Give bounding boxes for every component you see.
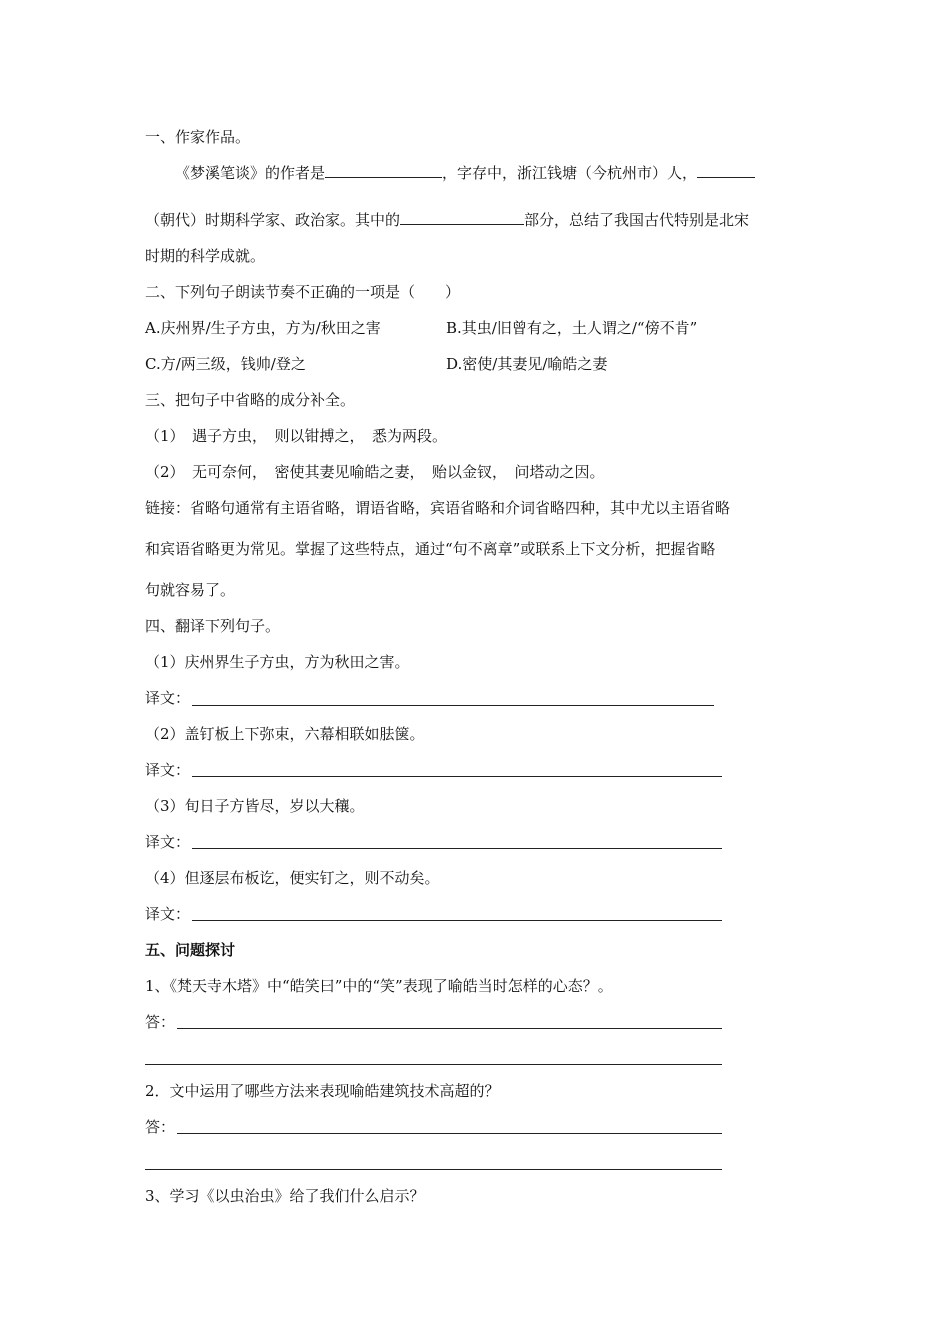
section-5-heading: 五、问题探讨	[145, 941, 236, 959]
option-a[interactable]: A.庆州界/生子方虫，方为/秋田之害	[145, 319, 381, 337]
question-1: 1、《梵天寺木塔》中“皓笑曰”中的“笑”表现了喻皓当时怎样的心态？。	[145, 977, 613, 995]
answer-label: 答：	[145, 1013, 176, 1031]
answer-line-1b[interactable]	[145, 1064, 722, 1065]
section-1-heading: 一、作家作品。	[145, 128, 251, 146]
text-fragment: 部分，总结了我国古代特别是北宋	[524, 211, 750, 229]
option-c[interactable]: C.方/两三级，钱帅/登之	[145, 355, 306, 373]
translate-item-1: （1）庆州界生子方虫，方为秋田之害。	[145, 653, 410, 671]
text-fragment: （朝代）时期科学家、政治家。其中的	[145, 211, 401, 229]
section-3-item-1: （1） 遇子方虫， 则以钳搏之， 悉为两段。	[145, 427, 448, 445]
question-3: 3、学习《以虫治虫》给了我们什么启示？	[145, 1187, 425, 1205]
question-2: 2．文中运用了哪些方法来表现喻皓建筑技术高超的？	[145, 1082, 500, 1100]
translation-label: 译文：	[145, 689, 191, 707]
translate-item-2: （2）盖钉板上下弥束，六幕相联如胠箧。	[145, 725, 425, 743]
link-note-line-3: 句就容易了。	[145, 581, 236, 599]
answer-line-2b[interactable]	[145, 1169, 722, 1170]
translate-item-4: （4）但逐层布板讫，便实钉之，则不动矣。	[145, 869, 440, 887]
section-1-para-line-1	[175, 163, 755, 183]
section-3-heading: 三、把句子中省略的成分补全。	[145, 391, 356, 409]
translation-label: 译文：	[145, 761, 191, 779]
answer-line-1a[interactable]	[177, 1028, 722, 1029]
section-3-item-2: （2） 无可奈何， 密使其妻见喻皓之妻， 贻以金钗， 问塔动之因。	[145, 463, 605, 481]
translation-answer-line-1[interactable]	[192, 705, 714, 706]
answer-label: 答：	[145, 1118, 176, 1136]
translation-answer-line-3[interactable]	[192, 848, 722, 849]
section-1-para-line-3: 时期的科学成就。	[145, 247, 266, 265]
translation-label: 译文：	[145, 905, 191, 923]
fill-blank-author[interactable]	[325, 163, 442, 178]
option-b[interactable]: B.其虫/旧曾有之，土人谓之/“傍不肯”	[446, 319, 698, 337]
translation-label: 译文：	[145, 833, 191, 851]
answer-line-2a[interactable]	[177, 1133, 722, 1134]
fill-blank-part[interactable]	[400, 210, 524, 225]
link-note-line-2: 和宾语省略更为常见。掌握了这些特点，通过“句不离章”或联系上下文分析，把握省略	[145, 540, 716, 558]
link-note-line-1: 链接：省略句通常有主语省略，谓语省略，宾语省略和介词省略四种，其中尤以主语省略	[145, 499, 731, 517]
fill-blank-dynasty[interactable]	[697, 163, 755, 178]
section-2-heading: 二、下列句子朗读节奏不正确的一项是（ ）	[145, 283, 461, 301]
translate-item-3: （3）旬日子方皆尽，岁以大穰。	[145, 797, 365, 815]
text-fragment: 《梦溪笔谈》的作者是	[175, 164, 326, 182]
option-d[interactable]: D.密使/其妻见/喻皓之妻	[446, 355, 608, 373]
text-fragment: ，字存中，浙江钱塘（今杭州市）人，	[442, 164, 698, 182]
section-4-heading: 四、翻译下列句子。	[145, 617, 281, 635]
section-1-para-line-2	[145, 210, 749, 230]
translation-answer-line-4[interactable]	[192, 920, 722, 921]
translation-answer-line-2[interactable]	[192, 776, 722, 777]
